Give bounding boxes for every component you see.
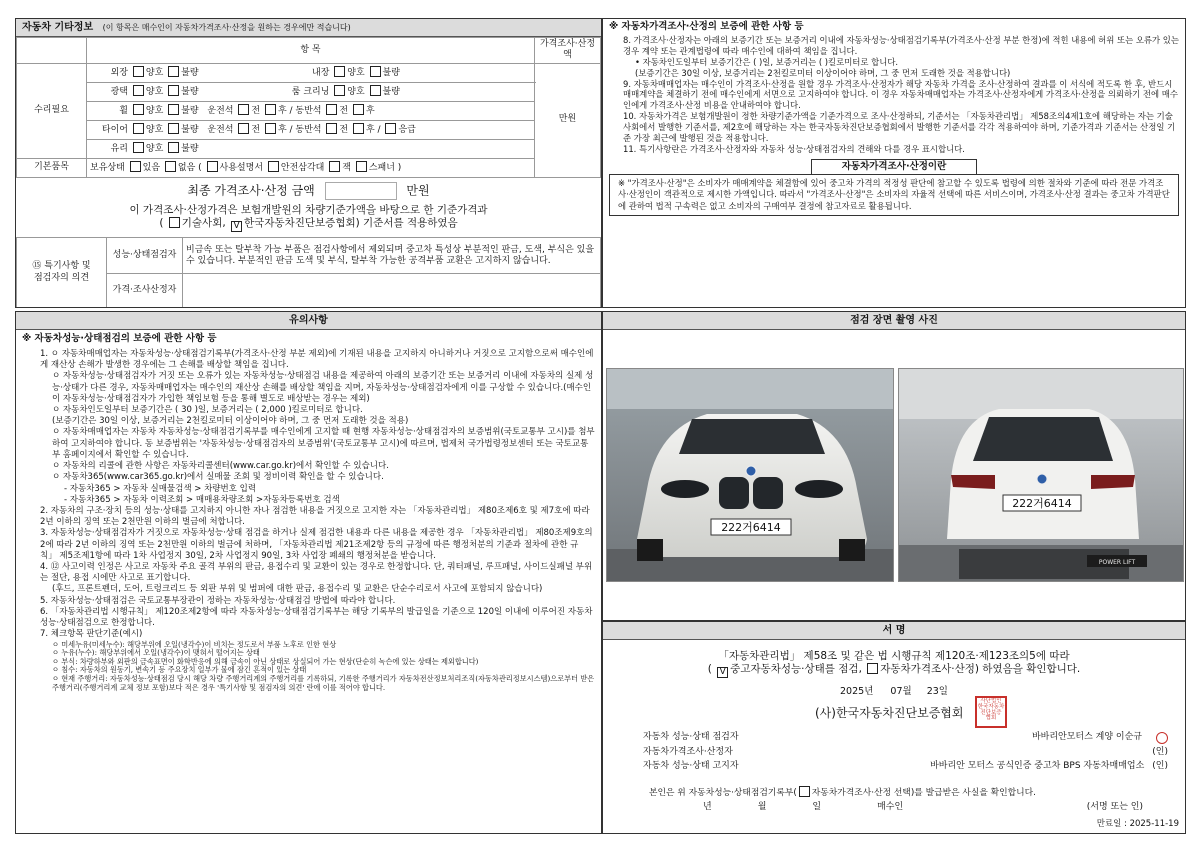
buyer-label: 매수인 — [877, 802, 904, 812]
basis-options: ( 기술사회, V 한국자동차진단보증협회) 기준서를 적용하였음 — [159, 216, 458, 231]
room-bad-label: 불량 — [382, 86, 400, 97]
note-1: 1. ㅇ 자동차매매업자는 자동차성능·상태점검기록부(가격조사·산정 부분 제외)에 기재된 내용을 고지하지 아니하거나 거짓으로 고지함으로써 매수인에게 재산상 손해가 발생한 경우에는 그 손해를 배상할 책임을 집니다. — [40, 348, 594, 371]
note-1-d: (보증기간은 30일 이상, 보증거리는 2천킬로미터 이상이어야 하며, 그 중 먼저 도래한 것을 적용) — [52, 416, 409, 427]
tire-rear-label: 후 — [277, 124, 287, 135]
lift-brand-text: POWER LIFT — [1098, 559, 1136, 566]
tire-good-checkbox[interactable] — [133, 123, 144, 134]
tire-driver-rear-checkbox[interactable] — [265, 123, 276, 134]
front-car-photo — [606, 368, 894, 582]
kadia-label: 한국자동차진단보증협회) 기준서를 적용하였음 — [244, 216, 458, 229]
basis-line: 이 가격조사·산정가격은 보험개발원의 차량기준가액을 바탕으로 한 기준가격과 — [129, 203, 488, 216]
price-guarantee-title: ※ 자동차가격조사·산정의 보증에 관한 사항 등 — [609, 21, 804, 32]
tech-society-label: 기술사회, — [181, 216, 226, 229]
note-6: 6. 「자동차관리법 시행규칙」 제120조제2항에 따라 자동차성능·상태점검기록부는 해당 기록부의 발급일을 기준으로 120일 이내에 이루어진 자동차 성능·상태점검으로 한정합니다. — [40, 606, 593, 629]
manual-checkbox[interactable] — [207, 161, 218, 172]
receipt-text-1: 본인은 위 자동차성능·상태점검기록부( — [649, 788, 797, 798]
tire-pass-front-label: 전 — [339, 124, 349, 135]
note-5: 5. 자동차성능·상태점검은 국토교통부장관이 정하는 자동차성능·상태점검 방법에 따라야 합니다. — [40, 595, 396, 606]
inspector-name: 바바리안모터스 계양 이순규 — [1031, 732, 1142, 742]
tire-driver-front-checkbox[interactable] — [238, 123, 249, 134]
room-clean-label: 룸 크리닝 — [291, 86, 330, 97]
criteria-2: ㅇ 누유(누수): 해당부위에서 오일(냉각수)이 맺혀서 떨어지는 상태 — [52, 648, 260, 658]
note-1-e: ㅇ 자동차매매업자는 자동차 자동차성능·상태점검기록부를 매수인에게 고지할 때 현행 자동차성능·상태점검자의 보증범위(국토교통부 고시)를 첨부하여 고지하여야 합니다. 동 보증범위는 '자동차성능·상태점검자의 보증범위'(국토교통부 고시)에 따르며, 법제처 국가법령정보센터 또는 국토교통부 홈페이지에서 확인할 수 있습니다. — [52, 427, 595, 460]
photos-panel — [602, 311, 1186, 621]
exterior-bad-checkbox[interactable] — [168, 66, 179, 77]
opinion-label — [17, 238, 107, 308]
glass-label: 유리 — [110, 143, 128, 154]
price-definition-title-wrap — [609, 159, 1179, 175]
tire-label: 타이어 — [101, 124, 128, 135]
used-car-check-label: 중고자동차성능·상태를 점검, — [730, 663, 862, 676]
gloss-bad-label: 불량 — [181, 86, 199, 97]
perf-inspector-label: 성능·상태점검자 — [107, 238, 183, 274]
rear-car-illustration — [899, 369, 1184, 582]
note-1-h: - 자동차365 > 자동차 실매물검색 > 차량번호 입력 — [64, 483, 257, 494]
interior-bad-label: 불량 — [382, 67, 400, 78]
price-col-header: 가격조사·산정액 — [535, 38, 601, 64]
sign-row-price-inspector — [643, 747, 1168, 758]
inspector-seal-icon — [1156, 732, 1168, 744]
criteria-3: ㅇ 부식: 차량하부와 외판의 금속표면이 화학반응에 의해 금속이 아닌 상태로 상실되어 가는 현상(단순히 녹슨에 있는 상태는 제외합니다) — [52, 656, 479, 666]
glass-good-checkbox[interactable] — [133, 142, 144, 153]
gloss-good-checkbox[interactable] — [133, 85, 144, 96]
inspector-label: 자동차 성능·상태 점검자 — [643, 732, 739, 742]
sign-row-notifier — [643, 761, 1168, 772]
wheel-bad-label: 불량 — [181, 105, 199, 116]
wheel-good-checkbox[interactable] — [133, 104, 144, 115]
triangle-label: 안전삼각대 — [280, 162, 325, 173]
receipt-line — [649, 786, 1036, 799]
buyer-month: 월 — [757, 802, 767, 812]
price-inspector-sign-mark: (인) — [1152, 747, 1168, 757]
exterior-bad-label: 불량 — [181, 67, 199, 78]
notifier-name: 바바리안 모터스 공식인증 중고차 BPS 자동차매매업소 — [930, 761, 1145, 772]
wheel-label: 휠 — [119, 105, 128, 116]
wheel-pass-rear-label: 후 — [365, 105, 375, 116]
basic-items-label: 기본품목 — [17, 158, 87, 177]
wheel-passenger-label: 동반석 — [295, 105, 322, 116]
kadia-checkbox[interactable]: V — [231, 221, 242, 232]
wheel-driver-label: 운전석 — [207, 105, 234, 116]
price-definition-text: ※ "가격조사·산정"은 소비자가 매매계약을 체결함에 있어 중고차 가격의 적정성 판단에 참고할 수 있도록 법령에 의한 절차와 기준에 따라 전문 가격조사·산정인이 객관적으로 제시한 가액입니다. 따라서 "가격조사·산정"은 소비자의 자율적 선택에 따른 서비스이며, 가격조사·산정 결과는 중고차 가격판단에 관하여 법적 구속력은 없고 소비자의 구매여부 결정에 참고자료로 활용됩니다. — [609, 174, 1179, 216]
buyer-year: 년 — [703, 802, 712, 812]
have-checkbox[interactable] — [130, 161, 141, 172]
guarantee-item-8-note: (보증기간은 30일 이상, 보증거리는 2천킬로미터 이상이어야 하며, 그 중 먼저 도래한 것을 적용합니다) — [635, 67, 1011, 78]
wheel-rear-label: 후 — [277, 105, 287, 116]
room-good-label: 양호 — [347, 86, 365, 97]
tire-spare-checkbox[interactable] — [385, 123, 396, 134]
exterior-good-label: 양호 — [145, 67, 164, 78]
note-2: 2. 자동차의 구조·장치 등의 성능·상태를 고지하지 아니한 자나 점검한 내용을 거짓으로 고지한 자는 「자동차관리법」 제80조제6호 및 제7호에 따라 2년 이하의 징역 또는 2천만원 이하의 벌금에 처합니다. — [40, 505, 590, 528]
interior-label: 내장 — [312, 67, 330, 78]
manual-label: 사용설명서 — [219, 162, 264, 173]
note-4: 4. ⑫ 사고이력 인정은 사고로 자동차 주요 골격 부위의 판금, 용접수리 및 교환이 있는 경우로 한정합니다. 단, 쿼터패널, 루프패널, 사이드실패널 부위는 절단, 용접 시에만 사고로 표기합니다. — [40, 562, 593, 584]
sign-year: 2025년 — [840, 686, 874, 698]
used-car-check-checkbox[interactable]: V — [717, 667, 728, 678]
signature-panel — [602, 621, 1186, 834]
final-price-unit: 만원 — [406, 183, 430, 197]
criteria-5: ㅇ 현재 주행거리: 자동차성능·상태점검 당시 해당 차량 주행거리계의 주행거리를 기록하되, 기록한 주행거리가 자동차전산정보처리조직(자동차관리정보시스템)으로부터 받은 주행거리(주행거리계 교체 정보 포함)보다 적은 경우 '특기사항 및 점검자의 의견' 란에 이를 적어야 합니다. — [52, 674, 595, 692]
opinion-label-text: 특기사항 및 점검자의 의견 — [33, 261, 91, 283]
signature-header: 서 명 — [603, 622, 1185, 640]
wheel-bad-checkbox[interactable] — [168, 104, 179, 115]
repair-needed-label: 수리필요 — [17, 63, 87, 158]
spanner-checkbox[interactable] — [356, 161, 367, 172]
wheel-pass-rear-checkbox[interactable] — [353, 104, 364, 115]
price-inspector-opinion — [183, 274, 601, 308]
buyer-day: 일 — [812, 802, 822, 812]
front-car-illustration — [607, 369, 894, 582]
sign-date — [603, 686, 1185, 698]
final-price-label: 최종 가격조사·산정 금액 — [187, 183, 315, 197]
sign-org: (사)한국자동차진단보증협회 — [815, 706, 964, 720]
jack-checkbox[interactable] — [329, 161, 340, 172]
expiry-date: 만료일 : 2025-11-19 — [1096, 819, 1179, 829]
rear-car-photo — [898, 368, 1184, 582]
sign-statement-2 — [603, 663, 1185, 678]
interior-good-label: 양호 — [347, 67, 365, 78]
have-label: 있음 — [142, 162, 161, 173]
tire-driver-label: 운전석 — [207, 124, 234, 135]
final-price-row — [16, 182, 601, 200]
notes-title: ※ 자동차성능·상태점검의 보증에 관한 사항 등 — [22, 333, 217, 344]
opinion-table — [16, 237, 601, 308]
tire-good-label: 양호 — [145, 124, 164, 135]
note-7: 7. 체크항목 판단기준(예시) — [40, 629, 143, 640]
criteria-1: ㅇ 미세누유(미세누수): 해당부위에 오일(냉각수)이 비치는 정도로서 부품 노후로 인한 현상 — [52, 639, 337, 649]
buyer-sign-mark: (서명 또는 인) — [1086, 802, 1143, 812]
vehicle-other-info-note: (이 항목은 매수인이 자동차가격조사·산정을 원하는 경우에만 적습니다) — [102, 23, 351, 32]
criteria-4: ㅇ 침수: 자동차의 원동기, 변속기 등 주요장치 일부가 물에 잠긴 흔적이 있는 상태 — [52, 665, 307, 675]
wheel-driver-rear-checkbox[interactable] — [265, 104, 276, 115]
vehicle-other-info-panel — [15, 18, 602, 308]
tire-passenger-label: 동반석 — [295, 124, 322, 135]
tire-pass-rear-label: 후 — [365, 124, 375, 135]
price-unit-label: 만원 — [535, 63, 601, 177]
notifier-mark: (인) — [1152, 761, 1168, 772]
receipt-text-2: 자동차가격조사·산정 선택)를 발급받은 사실을 확인합니다. — [811, 788, 1036, 798]
sign-rows — [643, 729, 1168, 776]
exterior-label: 외장 — [110, 67, 128, 78]
tire-pass-front-checkbox[interactable] — [326, 123, 337, 134]
sign-row-inspector — [643, 732, 1168, 744]
wheel-good-label: 양호 — [145, 105, 164, 116]
sign-statement-1: 「자동차관리법」 제58조 및 같은 법 시행규칙 제120조·제123조의5에 따라 — [718, 650, 1070, 662]
notes-items — [22, 349, 595, 693]
guarantee-item-8-period: • 자동차인도일부터 보증기간은 ( )일, 보증거리는 ( )킬로미터로 합니다. — [635, 56, 899, 67]
interior-bad-checkbox[interactable] — [370, 66, 381, 77]
price-guarantee-items — [609, 35, 1179, 155]
spanner-label: 스패너 — [368, 162, 395, 173]
guarantee-item-9: 9. 자동차매매업자는 매수인이 가격조사·산정을 원할 경우 가격조사·산정자가 해당 자동차 가격을 조사·산정하여 결과를 이 서식에 적도록 한 후, 반드시 매매계약을 체결하기 전에 매수인에게 서면으로 고지하여야 합니다. 이 경우 자동차매매업자는 가격조사·산정자에게 가격조사·산정을 의뢰하기 전에 매수인에게 가격조사·산정 비용을 안내하여야 합니다. — [623, 78, 1178, 111]
none-checkbox[interactable] — [165, 161, 176, 172]
notifier-label: 자동차 성능·상태 고지자 — [643, 761, 739, 772]
items-col-header: 항 목 — [87, 38, 535, 64]
possess-label: 보유상태 — [90, 162, 125, 173]
wheel-pass-front-checkbox[interactable] — [326, 104, 337, 115]
notes-panel — [15, 311, 602, 834]
gloss-bad-checkbox[interactable] — [168, 85, 179, 96]
wheel-front-label: 전 — [251, 105, 261, 116]
gloss-label: 광택 — [110, 86, 128, 97]
final-price-input[interactable] — [325, 182, 397, 200]
price-inspector-label: 가격·조사산정자 — [107, 274, 183, 308]
glass-good-label: 양호 — [145, 143, 164, 154]
front-plate-text: 222거6414 — [721, 521, 781, 534]
guarantee-item-10: 10. 자동차가격은 보험개발원이 정한 차량기준가액을 기준가격으로 조사·산정하되, 기준서는 「자동차관리법」 제58조의4제1호에 해당하는 자는 기술사회에서 발행한 기준서를, 제2호에 해당하는 자는 한국자동차진단보증협회에서 발행한 기준서를 각각 적용하여야 하며, 기준가격과 기준서는 산정일 기준 가장 최근에 발행된 것을 적용합니다. — [623, 111, 1176, 144]
tire-spare-label: 응급 — [398, 124, 416, 135]
triangle-checkbox[interactable] — [268, 161, 279, 172]
guarantee-item-8: 8. 가격조사·산정자는 아래의 보증기간 또는 보증거리 이내에 자동차성능·상태점검기록부(가격조사·산정 부분 한정)에 적힌 내용에 허위 또는 오류가 있는 경우 계약 또는 관계법령에 따라 매수인에 대하여 책임을 집니다. — [623, 34, 1179, 56]
buyer-sign-line — [703, 802, 1143, 813]
opinion-num: ⑮ — [32, 261, 42, 272]
note-1-g: ㅇ 자동차365(www.car365.go.kr)에서 실매물 조회 및 정비이력 확인을 할 수 있습니다. — [52, 472, 384, 483]
price-inspector-sign-label: 자동차가격조사·산정자 — [643, 747, 733, 757]
jack-label: 잭 — [342, 162, 351, 173]
rear-plate-text: 222거6414 — [1012, 497, 1072, 510]
note-1-b: ㅇ 자동차성능·상태점검자가 거짓 또는 오류가 있는 자동차성능·상태점검 내용을 제공하여 아래의 보증기간 또는 보증거리 이내에 자동차의 실제 성능·상태가 다른 경우, 자동차매매업자는 매수인의 재산상 손해를 배상할 책임을 지며, 자동차성능·상태점검자에게 이를 구상할 수 있습니다.(매수인이 자동차성능·상태점검자가 가입한 책임보험 등을 통해 별도로 배상받는 경우는 제외) — [52, 371, 594, 404]
notes-body — [16, 330, 601, 695]
tire-pass-rear-checkbox[interactable] — [353, 123, 364, 134]
room-good-checkbox[interactable] — [334, 85, 345, 96]
note-1-f: ㅇ 자동차의 리콜에 관한 사항은 자동차리콜센터(www.car.go.kr)에서 확인할 수 있습니다. — [52, 461, 389, 472]
vehicle-other-info-header — [16, 19, 601, 37]
none-label: 없음 — [177, 162, 196, 173]
interior-good-checkbox[interactable] — [334, 66, 345, 77]
price-definition-title: 자동차가격조사·산정이란 — [811, 159, 978, 175]
exterior-good-checkbox[interactable] — [133, 66, 144, 77]
photos-header: 점검 장면 촬영 사진 — [603, 312, 1185, 330]
criteria-list — [40, 641, 595, 693]
wheel-pass-front-label: 전 — [339, 105, 349, 116]
tire-bad-label: 불량 — [181, 124, 199, 135]
tire-front-label: 전 — [251, 124, 261, 135]
note-3: 3. 자동차성능·상태점검자가 거짓으로 자동차성능·상태 점검을 하거나 실제 점검한 내용과 다른 내용을 제공한 경우 「자동차관리법」 제80조제9호의2에 따라 2년 이하의 징역 또는 2천만원 이하의 벌금에 처하며, 「자동차관리법 제21조제2항 등의 규정에 따른 행정처분의 기준과 절차에 관한 규칙」 제5조제1항에 따라 1차 사업정지 30일, 2차 사업정지 90일, 3차 사업장 폐쇄의 행정처분을 받습니다. — [40, 528, 593, 561]
gloss-good-label: 양호 — [145, 86, 164, 97]
sign-month: 07월 — [890, 686, 912, 698]
price-check-label: 자동차가격조사·산정) 하였음을 확인합니다. — [880, 663, 1081, 676]
note-1-i: - 자동차365 > 자동차 이력조회 > 매매용차량조회 >자동차등록번호 검색 — [64, 494, 340, 505]
glass-bad-checkbox[interactable] — [168, 142, 179, 153]
vehicle-check-table: 항 목 가격조사·산정액 수리필요 외장 양호 불량 내장 양호 불량 만원 광택 양호 불량 룸 크리닝 양호 불량 휠 양호 불량 운전석 전 후 / 동반석 전 후 타이어 양호 불량 운전석 전 후 / 동반석 전 후 / 응급 유리 양호 불량 기본품목 보유상태 있음 없음 ( 사용설명서 안전삼각대 잭 스패너 ) — [16, 37, 601, 178]
wheel-driver-front-checkbox[interactable] — [238, 104, 249, 115]
tech-society-checkbox[interactable] — [169, 217, 180, 228]
receipt-price-checkbox[interactable] — [799, 786, 810, 797]
note-1-c: ㅇ 자동차인도일부터 보증기간은 ( 30 )일, 보증거리는 ( 2,000 )킬로미터로 합니다. — [52, 404, 363, 415]
price-guarantee-panel — [602, 18, 1186, 308]
room-bad-checkbox[interactable] — [370, 85, 381, 96]
glass-bad-label: 불량 — [181, 143, 199, 154]
sign-paren: ( — [707, 663, 712, 676]
note-4-b: (후드, 프론트펜더, 도어, 트렁크리드 등 외판 부위 및 범퍼에 대한 판금, 용접수리 및 교환은 단순수리로서 사고에 포함되지 않습니다) — [52, 584, 543, 595]
tire-bad-checkbox[interactable] — [168, 123, 179, 134]
perf-inspector-opinion: 비금속 또는 탈부착 가능 부품은 점검사항에서 제외되며 중고차 특성상 부분적인 판금, 도색, 부식은 있을 수 있습니다. 부분적인 판금 도색 및 부식, 탈부착 가능한 공격부품 교환은 고지하지 않습니다. — [183, 238, 601, 274]
guarantee-item-11: 11. 특기사항란은 가격조사·산정자와 자동차 성능·상태점검자의 견해와 다를 경우 표시합니다. — [623, 144, 965, 155]
vehicle-other-info-title: 자동차 기타정보 — [22, 22, 94, 33]
sign-day: 23일 — [926, 686, 948, 698]
price-check-checkbox[interactable] — [867, 663, 878, 674]
notes-header: 유의사항 — [16, 312, 601, 330]
org-seal-stamp: 사단법인 한국자동차 진단보증 협회 — [975, 696, 1007, 728]
